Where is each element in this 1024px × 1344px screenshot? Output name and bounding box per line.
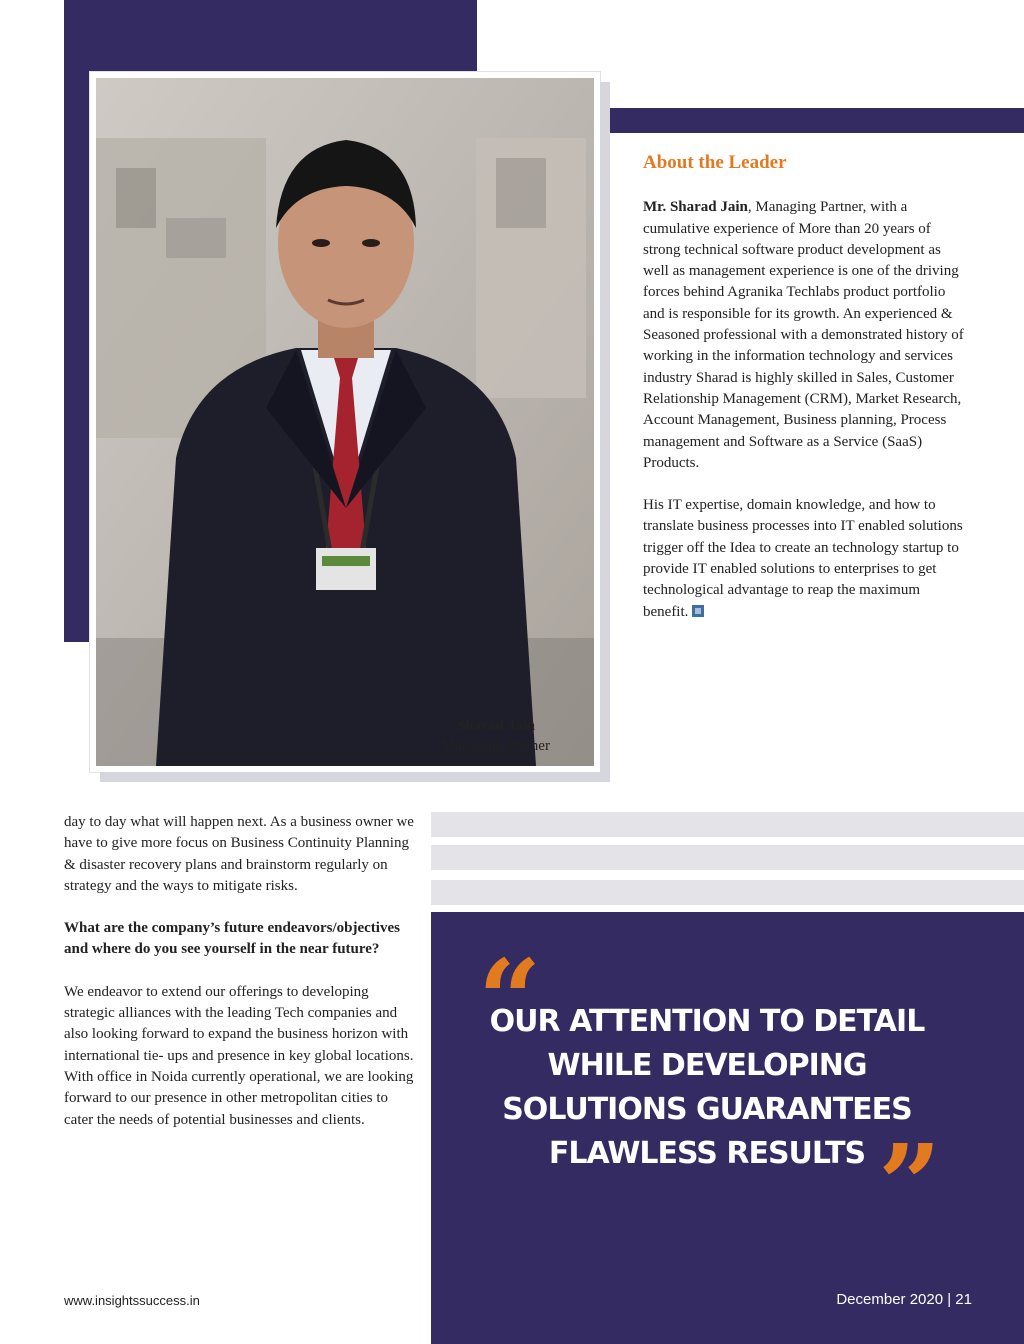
- about-paragraph-2: [643, 495, 965, 623]
- pull-quote-text: OUR ATTENTION TO DETAIL WHILE DEVELOPING SOLUTIONS GUARANTEES FLAWLESS RESULTS: [489, 1004, 925, 1171]
- leader-name-bold: Mr. Sharad Jain: [643, 199, 748, 216]
- article-end-icon: [692, 605, 704, 617]
- about-the-leader-section: [643, 152, 965, 644]
- decorative-navy-bar-right: [600, 108, 1024, 133]
- decorative-gray-bar: [431, 812, 1024, 837]
- close-quote-icon: ”: [878, 1120, 942, 1249]
- footer-issue-page: December 2020 | 21: [836, 1291, 972, 1308]
- leader-photo: [96, 78, 594, 766]
- decorative-gray-bar: [431, 880, 1024, 905]
- article-body-column: [64, 812, 416, 1152]
- decorative-navy-block-top: [64, 0, 477, 72]
- about-paragraph-2-text: His IT expertise, domain knowledge, and how to translate business processes into IT enabled solutions trigger off the Idea to create an technology startup to provide IT enabled solutions to enterprises to get technological advantage to reap the maximum benefit.: [643, 497, 963, 620]
- portrait-illustration: [96, 78, 594, 766]
- interview-answer: We endeavor to extend our offerings to developing strategic alliances with the leading Tech companies and also looking forward to expand the business horizon with international tie- ups and presence in key global locations. With office in Noida currently operational, we are looking forward to our presence in other metropolitan cities to cater the needs of potential businesses and clients.: [64, 983, 414, 1128]
- about-paragraph-1: [643, 197, 965, 474]
- photo-caption-name: Sharad Jain: [457, 718, 535, 734]
- about-heading: About the Leader: [643, 152, 787, 173]
- decorative-gray-bar: [431, 845, 1024, 870]
- open-quote-icon: “: [478, 935, 542, 1064]
- footer-website-link[interactable]: www.insightssuccess.in: [64, 1293, 200, 1308]
- about-paragraph-1-text: , Managing Partner, with a cumulative experience of More than 20 years of strong technical software product development as well as management experience is one of the driving forces behind Agranika Techlabs product portfolio and is responsible for its growth. An experienced & Seasoned professional with a demonstrated history of working in the information technology and services industry Sharad is highly skilled in Sales, Customer Relationship Management (CRM), Market Research, Account Management, Business planning, Process management and Software as a Service (SaaS) Products.: [643, 199, 964, 471]
- leader-photo-frame: [90, 72, 600, 772]
- interview-question: What are the company’s future endeavors/objectives and where do you see yourself in the near future?: [64, 920, 400, 958]
- article-paragraph: day to day what will happen next. As a business owner we have to give more focus on Business Continuity Planning & disaster recovery plans and brainstorm regularly on strategy and the ways to mitigate risks.: [64, 814, 414, 894]
- decorative-navy-strip-left: [64, 72, 92, 642]
- photo-caption-role: Managing Partner: [442, 738, 550, 754]
